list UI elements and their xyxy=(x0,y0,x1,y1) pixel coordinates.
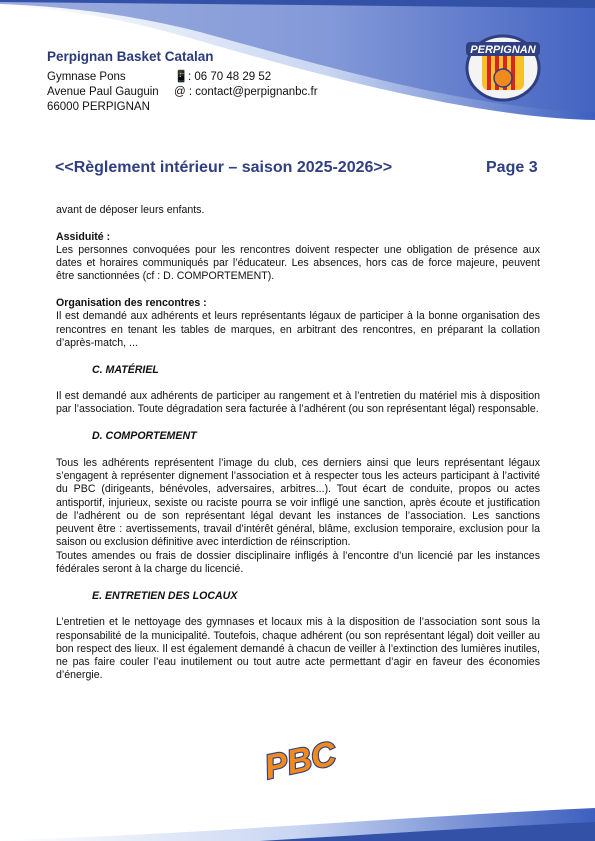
section-heading-locaux: E. ENTRETIEN DES LOCAUX xyxy=(92,589,238,602)
address-line-2: Avenue Paul Gauguin xyxy=(47,86,159,98)
subheading-assiduite: Assiduité : xyxy=(56,230,111,243)
footer-swoosh xyxy=(0,796,595,841)
pbc-logo xyxy=(261,710,340,787)
paragraph-organisation: Il est demandé aux adhérents et leurs représentants légaux de participer à la bonne organisation des rencontres en tenant les tables de marques, en arbitrant des rencontres, en préparant la collation d’après-match, ... xyxy=(56,310,540,349)
pbc-logo-text: PBC xyxy=(261,734,340,787)
paragraph-materiel: Il est demandé aux adhérents de participer au rangement et à l’entretien du matériel mis à disposition par l’association. Toute dégradation sera facturée à l’adhérent (ou son représentant légal) responsable. xyxy=(56,390,540,416)
club-name: Perpignan Basket Catalan xyxy=(47,49,214,64)
section-heading-comportement: D. COMPORTEMENT xyxy=(92,430,197,443)
paragraph: avant de déposer leurs enfants. xyxy=(56,204,205,216)
address-line-3: 66000 PERPIGNAN xyxy=(47,101,150,113)
subheading-organisation: Organisation des rencontres : xyxy=(56,297,207,310)
phone-number: : 06 70 48 29 52 xyxy=(188,71,272,83)
email-line: @ : contact@perpignanbc.fr xyxy=(174,86,318,98)
page-number: Page 3 xyxy=(486,159,538,176)
phone-icon: 📱 xyxy=(174,71,189,83)
paragraph-locaux: L’entretien et le nettoyage des gymnases et locaux mis à la disposition de l’association sont sous la responsabilité de la municipalité. Toutefois, chaque adhérent (ou son représentant légal) doit veiller au bon respect des lieux. Il est également demandé à chacun de veiller à l’extinction des lumières inutiles, ne pas faire couler l’eau inutilement ou tout autre acte permettant d’agir en faveur des économies d’énergie. xyxy=(56,616,540,682)
section-heading-materiel: C. MATÉRIEL xyxy=(92,363,159,376)
logo-top-text: PERPIGNAN xyxy=(470,44,536,56)
address-line-1: Gymnase Pons xyxy=(47,71,126,83)
perpignan-logo xyxy=(462,28,544,103)
document-body xyxy=(56,204,540,683)
paragraph-amendes: Toutes amendes ou frais de dossier disciplinaire infligés à l’encontre d’un licencié par les instances fédérales seront à la charge du licencié. xyxy=(56,549,540,576)
club-header xyxy=(47,49,318,115)
phone-line xyxy=(174,70,318,85)
paragraph-comportement: Tous les adhérents représentent l’image du club, ces derniers ainsi que leurs représentant légaux s’engagent à représenter dignement l’association et à respecter tous les acteurs participant à l’activité du PBC (dirigeants, bénévoles, adversaires, arbitres...). Tout écart de conduite, propos ou actes antisportif, injurieux, sexiste ou raciste pourra se voir infligé une sanction, après écoute et justification de l’adhérent ou de son représentant légal devant les instances de l’association. Les sanctions peuvent être : avertissements, travail d’intérêt général, blâme, exclusion temporaire, exclusion pour la saison ou exclusion définitive avec interdiction de réinscription. xyxy=(56,456,540,549)
page-title: <<Règlement intérieur – saison 2025-2026>> xyxy=(55,159,393,176)
paragraph-assiduite: Les personnes convoquées pour les rencontres doivent respecter une obligation de présence aux dates et horaires communiqués par l’éducateur. Les absences, hors cas de force majeure, peuvent être sanctionnées (cf : D. COMPORTEMENT). xyxy=(56,243,540,283)
